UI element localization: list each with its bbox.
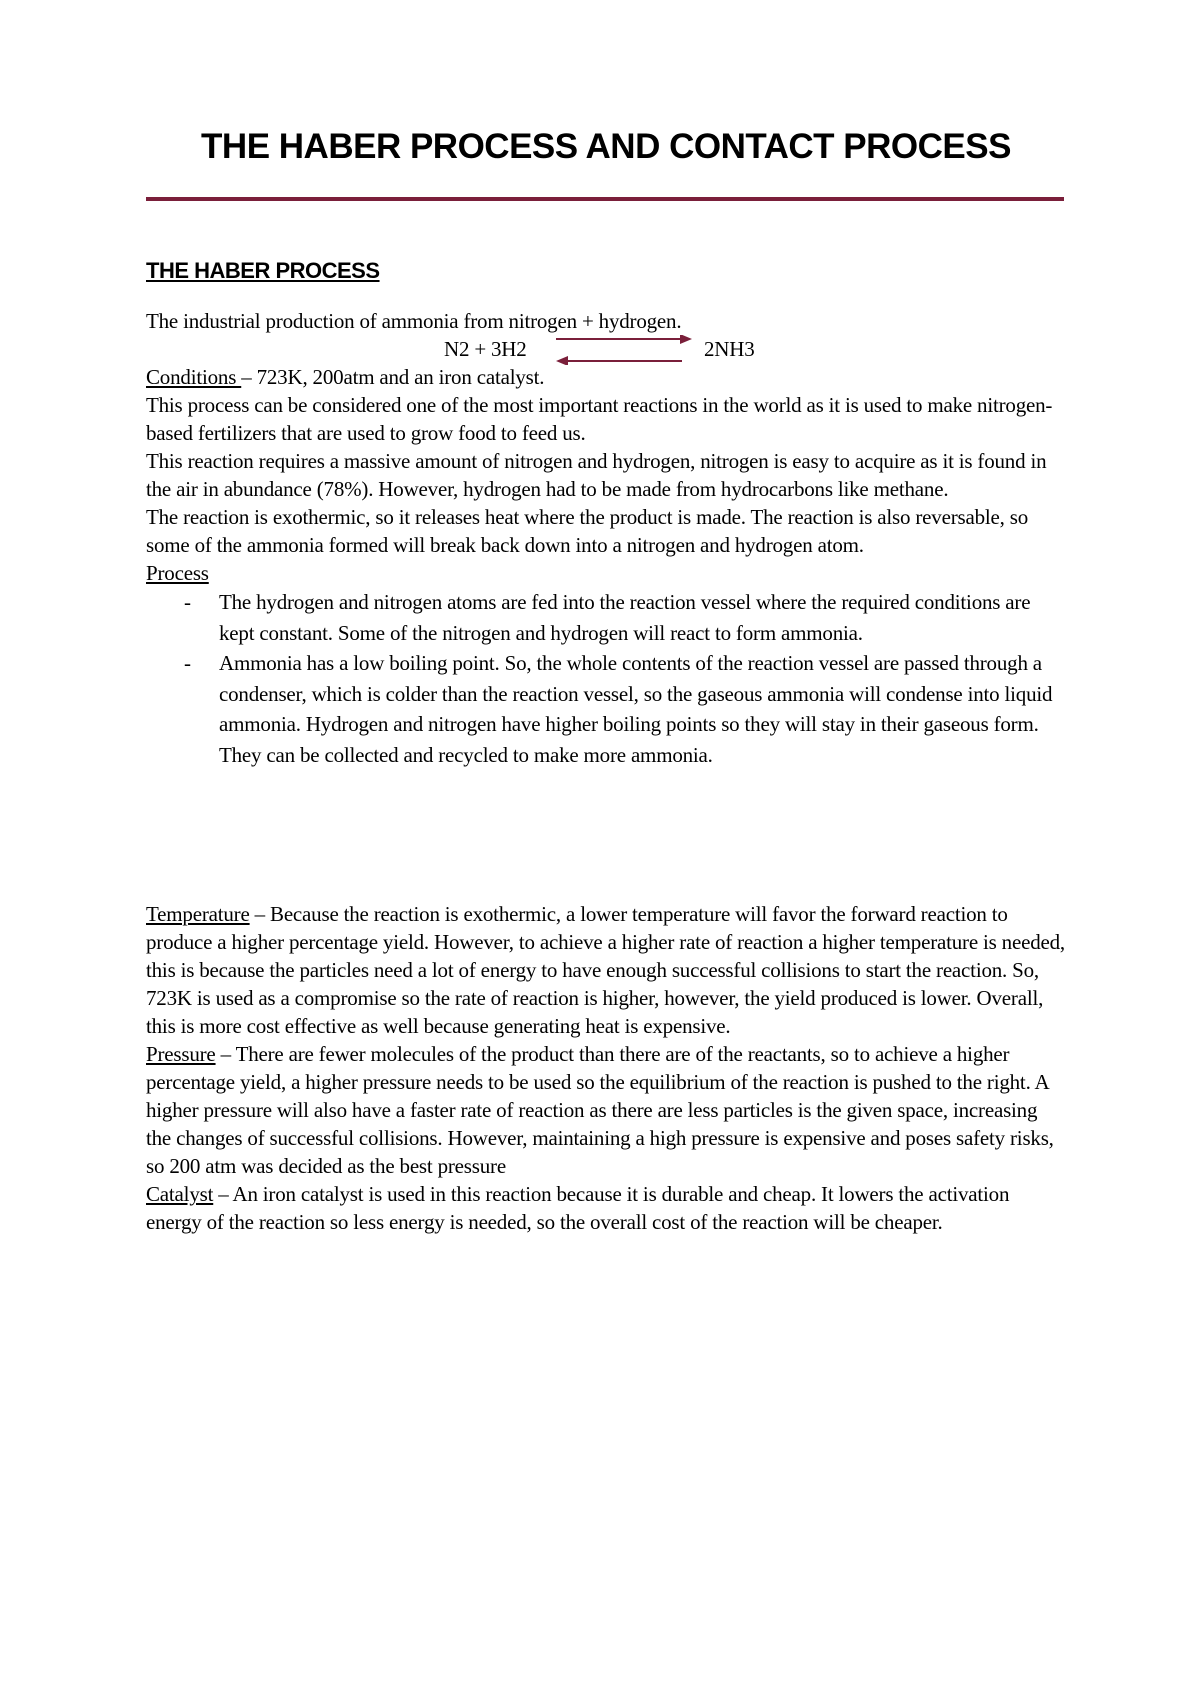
paragraph: This process can be considered one of the most important reactions in the world as it is used to make nitrogen-based fertilizers that are used to grow food to feed us.: [146, 393, 1053, 445]
conditions-label: Conditions: [146, 365, 242, 389]
title-divider: [146, 197, 1064, 201]
pressure-text: – There are fewer molecules of the product than there are of the reactants, so to achieve a higher percentage yield, a higher pressure needs to be used so the equilibrium of the reaction is pushed to the right. A higher pressure will also have a faster rate of reaction as there are less particles is the given space, increasing the changes of successful collisions. However, maintaining a high pressure is expensive and poses safety risks, so 200 atm was decided as the best pressure: [146, 1042, 1054, 1178]
list-item: [146, 648, 1066, 770]
catalyst-label: Catalyst: [146, 1182, 214, 1206]
list-bullet: -: [184, 590, 191, 614]
list-item: [146, 587, 1066, 648]
temperature-label: Temperature: [146, 902, 250, 926]
reversible-arrows-icon: [554, 335, 694, 365]
list-bullet: -: [184, 651, 191, 675]
conditions-line: [146, 363, 1066, 391]
chemical-equation: [146, 335, 1066, 365]
list-item-text: Ammonia has a low boiling point. So, the whole contents of the reaction vessel are passed through a condenser, which is colder than the reaction vessel, so the gaseous ammonia will condense into liquid ammonia. Hydrogen and nitrogen have higher boiling points so they will stay in their gaseous form. They can be collected and recycled to make more ammonia.: [219, 651, 1053, 767]
process-steps-list: [146, 587, 1066, 770]
catalyst-text: – An iron catalyst is used in this reaction because it is durable and cheap. It lowers the activation energy of the reaction so less energy is needed, so the overall cost of the reaction will be cheaper.: [146, 1182, 1010, 1234]
pressure-label: Pressure: [146, 1042, 216, 1066]
list-item-text: The hydrogen and nitrogen atoms are fed into the reaction vessel where the required conditions are kept constant. Some of the nitrogen and hydrogen will react to form ammonia.: [219, 590, 1031, 645]
paragraph: The reaction is exothermic, so it releases heat where the product is made. The reaction is also reversable, so some of the ammonia formed will break back down into a nitrogen and hydrogen atom.: [146, 505, 1029, 557]
process-label: Process: [146, 561, 209, 585]
intro-text: The industrial production of ammonia from nitrogen + hydrogen.: [146, 309, 682, 333]
temperature-text: – Because the reaction is exothermic, a lower temperature will favor the forward reaction to produce a higher percentage yield. However, to achieve a higher rate of reaction a higher temperature is needed, this is because the particles need a lot of energy to have enough successful collisions to start the reaction. So, 723K is used as a compromise so the rate of reaction is higher, however, the yield produced is lower. Overall, this is more cost effective as well because generating heat is expensive.: [146, 902, 1065, 1038]
forward-arrow-head: [680, 335, 692, 344]
factors-section: [146, 900, 1066, 1236]
conditions-text: – 723K, 200atm and an iron catalyst.: [241, 365, 545, 389]
paragraph: This reaction requires a massive amount of nitrogen and hydrogen, nitrogen is easy to acquire as it is found in the air in abundance (78%). However, hydrogen had to be made from hydrocarbons like methane.: [146, 449, 1047, 501]
section-heading: THE HABER PROCESS: [146, 258, 380, 283]
catalyst-paragraph: [146, 1180, 1066, 1236]
equation-products: 2NH3: [704, 337, 755, 361]
haber-description: [146, 363, 1066, 770]
equation-reactants: N2 + 3H2: [444, 337, 527, 361]
document-title: THE HABER PROCESS AND CONTACT PROCESS: [201, 127, 1011, 166]
temperature-paragraph: [146, 900, 1066, 1040]
pressure-paragraph: [146, 1040, 1066, 1180]
